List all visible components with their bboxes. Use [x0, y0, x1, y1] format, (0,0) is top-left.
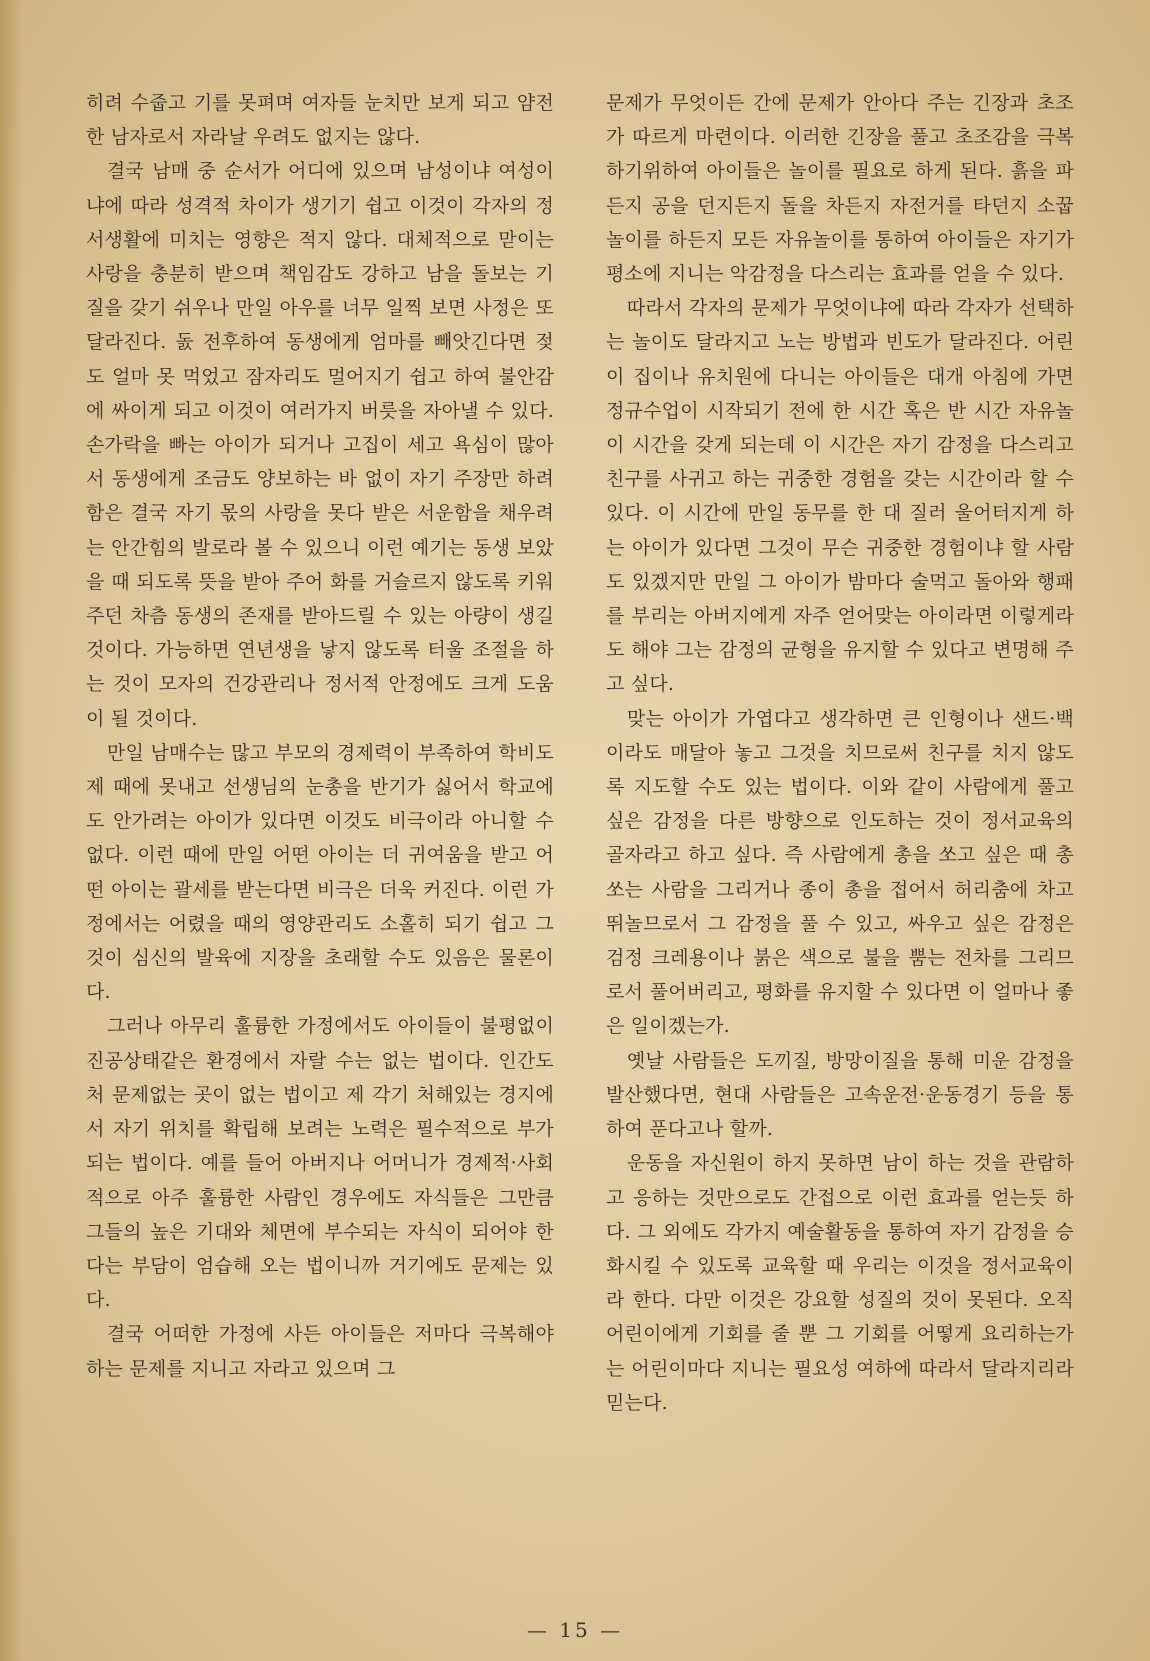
page-number: — 15 —	[526, 1618, 624, 1642]
right-column	[606, 86, 1074, 1420]
paragraph: 결국 어떠한 가정에 사든 아이들은 저마다 극복해야 하는 문제를 지니고 자라고 있으며 그	[86, 1323, 554, 1380]
paragraph: 그러나 아무리 훌륭한 가정에서도 아이들이 불평없이 진공상태같은 환경에서 자랄 수는 없는 법이다. 인간도처 문제없는 곳이 없는 법이고 제 각기 처해있는 경지에서 자기 위치를 확립해 보려는 노력은 필수적으로 부가되는 법이다. 예를 들어 아버지나 어머니가 경제적·사회적으로 아주 훌륭한 사람인 경우에도 자식들은 그만큼 그들의 높은 기대와 체면에 부수되는 자식이 되어야 한다는 부담이 엄습해 오는 법이니까 거기에도 문제는 있다.	[86, 1015, 554, 1312]
paragraph: 문제가 무엇이든 간에 문제가 안아다 주는 긴장과 초조가 따르게 마련이다. 이러한 긴장을 풀고 초조감을 극복하기위하여 아이들은 놀이를 필요로 하게 된다. 흙을 파든지 공을 던지든지 돌을 차든지 자전거를 타던지 소꿉놀이를 하든지 모든 자유놀이를 통하여 아이들은 자기가 평소에 지니는 악감정을 다스리는 효과를 얻을 수 있다.	[606, 92, 1074, 286]
paragraph: 결국 남매 중 순서가 어디에 있으며 남성이냐 여성이냐에 따라 성격적 차이가 생기기 쉽고 이것이 각자의 정서생활에 미치는 영향은 적지 않다. 대체적으로 맏이는 사랑을 충분히 받으며 책임감도 강하고 남을 돌보는 기질을 갖기 쉬우나 만일 아우를 너무 일찍 보면 사정은 또 달라진다. 돐 전후하여 동생에게 엄마를 빼앗긴다면 젖도 얼마 못 먹었고 잠자리도 멀어지기 쉽고 하여 불안감에 싸이게 되고 이것이 여러가지 버릇을 자아낼 수 있다. 손가락을 빠는 아이가 되거나 고집이 세고 욕심이 많아서 동생에게 조금도 양보하는 바 없이 자기 주장만 하려 함은 결국 자기 몫의 사랑을 못다 받은 서운함을 채우려는 안간힘의 발로라 볼 수 있으니 이런 예기는 동생 보았을 때 되도록 뜻을 받아 주어 화를 거슬르지 않도록 키워주던 차츰 동생의 존재를 받아드릴 수 있는 아량이 생길 것이다. 가능하면 연년생을 낳지 않도록 터울 조절을 하는 것이 모자의 건강관리나 정서적 안정에도 크게 도움이 될 것이다.	[86, 160, 554, 730]
paragraph: 히려 수줍고 기를 못펴며 여자들 눈치만 보게 되고 얌전한 남자로서 자라날 우려도 없지는 않다.	[86, 92, 554, 149]
paragraph: 만일 남매수는 많고 부모의 경제력이 부족하여 학비도 제 때에 못내고 선생님의 눈총을 반기가 싫어서 학교에도 안가려는 아이가 있다면 이것도 비극이라 아니할 수 없다. 이런 때에 만일 어떤 아이는 더 귀여움을 받고 어떤 아이는 괄세를 받는다면 비극은 더욱 커진다. 이런 가정에서는 어렸을 때의 영양관리도 소홀히 되기 쉽고 그것이 심신의 발육에 지장을 초래할 수도 있음은 물론이다.	[86, 741, 554, 1004]
paragraph: 따라서 각자의 문제가 무엇이냐에 따라 각자가 선택하는 놀이도 달라지고 노는 방법과 빈도가 달라진다. 어린이 집이나 유치원에 다니는 아이들은 대개 아침에 가면 정규수업이 시작되기 전에 한 시간 혹은 반 시간 자유놀이 시간을 갖게 되는데 이 시간은 자기 감정을 다스리고 친구를 사귀고 하는 귀중한 경험을 갖는 시간이라 할 수 있다. 이 시간에 만일 동무를 한 대 질러 울어터지게 하는 아이가 있다면 그것이 무슨 귀중한 경험이냐 할 사람도 있겠지만 만일 그 아이가 밤마다 술먹고 돌아와 행패를 부리는 아버지에게 자주 얻어맞는 아이라면 이렇게라도 해야 그는 감정의 균형을 유지할 수 있다고 변명해 주고 싶다.	[606, 297, 1074, 696]
left-column	[86, 86, 554, 1386]
page-edge-shadow	[0, 0, 22, 1661]
paragraph: 맞는 아이가 가엽다고 생각하면 큰 인형이나 샌드·백이라도 매달아 놓고 그것을 치므로써 친구를 치지 않도록 지도할 수도 있는 법이다. 이와 같이 사람에게 풀고 싶은 감정을 다른 방향으로 인도하는 것이 정서교육의 골자라고 하고 싶다. 즉 사람에게 총을 쏘고 싶은 때 총 쏘는 사람을 그리거나 종이 총을 접어서 허리춤에 차고 뛰놀므로서 그 감정을 풀 수 있고, 싸우고 싶은 감정은 검정 크레용이나 붉은 색으로 불을 뿜는 전차를 그리므로서 풀어버리고, 평화를 유지할 수 있다면 이 얼마나 좋은 일이겠는가.	[606, 707, 1074, 1038]
paragraph: 운동을 자신원이 하지 못하면 남이 하는 것을 관람하고 응하는 것만으로도 간접으로 이런 효과를 얻는듯 하다. 그 외에도 각가지 예술활동을 통하여 자기 감정을 승화시킬 수 있도록 교육할 때 우리는 이것을 정서교육이라 한다. 다만 이것은 강요할 성질의 것이 못된다. 오직 어린이에게 기회를 줄 뿐 그 기회를 어떻게 요리하는가는 어린이마다 지니는 필요성 여하에 따라서 달라지리라 믿는다.	[606, 1152, 1074, 1414]
paragraph: 옛날 사람들은 도끼질, 방망이질을 통해 미운 감정을 발산했다면, 현대 사람들은 고속운전·운동경기 등을 통하여 푼다고나 할까.	[606, 1049, 1074, 1141]
